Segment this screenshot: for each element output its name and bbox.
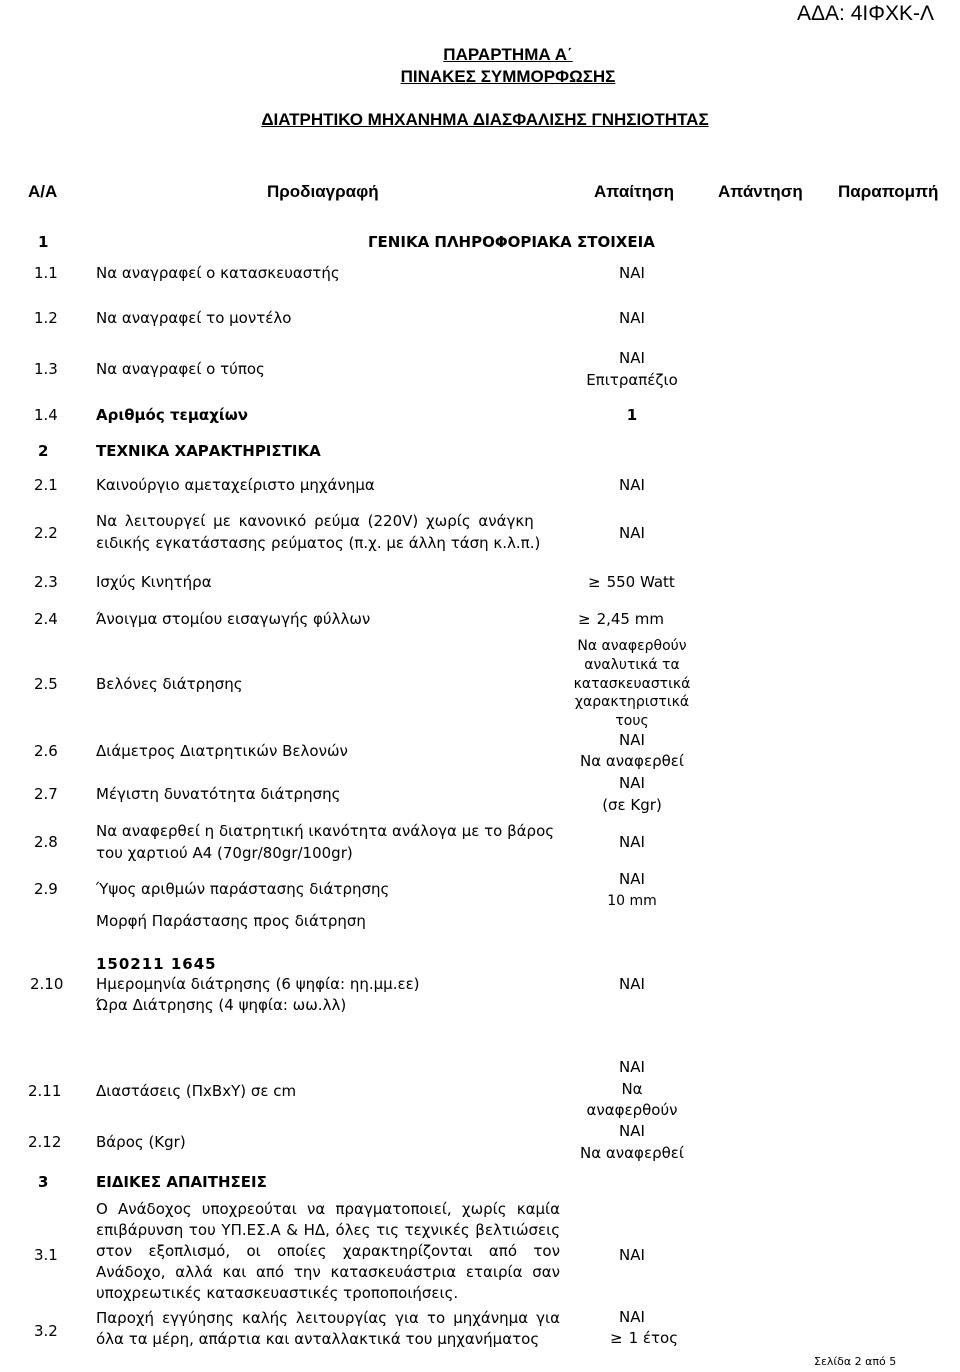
row-number: 2.10 xyxy=(30,975,64,993)
row-requirement-line: τους xyxy=(615,713,649,729)
section-number: 2 xyxy=(38,442,49,460)
row-spec: Ισχύς Κινητήρα xyxy=(96,573,212,591)
row-number: 2.7 xyxy=(34,785,58,803)
section-title: ΓΕΝΙΚΑ ΠΛΗΡΟΦΟΡΙΑΚΑ ΣΤΟΙΧΕΙΑ xyxy=(368,233,655,251)
row-requirement-line: χαρακτηριστικά xyxy=(574,694,690,710)
row-requirement: ΝΑΙ xyxy=(619,731,645,749)
row-requirement-detail xyxy=(610,1329,678,1347)
row-number: 2.12 xyxy=(28,1133,62,1151)
row-number: 2.4 xyxy=(34,610,58,628)
row-requirement xyxy=(588,573,675,591)
row-spec-line: Ώρα Διάτρησης (4 ψηφία: ωω.λλ) xyxy=(96,996,347,1014)
row-number: 2.11 xyxy=(28,1082,62,1100)
row-spec: Καινούργιο αμεταχείριστο μηχάνημα xyxy=(96,476,375,494)
row-spec-continued: ειδικής εγκατάστασης ρεύματος (π.χ. με άλλη τάση κ.λ.π.) xyxy=(96,534,541,552)
requirement-value: 550 Watt xyxy=(606,573,675,591)
col-header-aa: Α/Α xyxy=(28,182,58,201)
row-spec: Βελόνες διάτρησης xyxy=(96,675,243,693)
row-spec: Να αναγραφεί το μοντέλο xyxy=(96,309,292,327)
row-number: 2.9 xyxy=(34,880,58,898)
row-requirement: ΝΑΙ xyxy=(619,1308,645,1326)
row-number: 2.1 xyxy=(34,476,58,494)
row-spec: Διαστάσεις (ΠxΒxΥ) σε cm xyxy=(96,1082,297,1100)
row-requirement: ΝΑΙ xyxy=(619,774,645,792)
row-number: 2.2 xyxy=(34,524,58,542)
row-requirement-detail: Να αναφερθεί xyxy=(580,1144,684,1162)
row-requirement: ΝΑΙ xyxy=(619,1246,645,1264)
col-header-ans: Απάντηση xyxy=(718,182,803,201)
row-spec: Παροχή εγγύησης καλής λειτουργίας για το μηχάνημα για όλα τα μέρη, απάρτια και ανταλλακτικά του μηχανήματος xyxy=(96,1309,560,1348)
annex-subtitle: ΠΙΝΑΚΕΣ ΣΥΜΜΟΡΦΩΣΗΣ xyxy=(400,67,616,86)
row-spec: Να αναγραφεί ο τύπος xyxy=(96,360,265,378)
ada-code: ΑΔΑ: 4ΙΦΧΚ-Λ xyxy=(797,2,935,25)
greater-equal-icon: ≥ xyxy=(610,1329,623,1347)
row-requirement: ΝΑΙ xyxy=(619,349,645,367)
row-requirement-line: αναλυτικά τα xyxy=(584,657,680,673)
row-number: 1.2 xyxy=(34,309,58,327)
row-requirement: ΝΑΙ xyxy=(619,476,645,494)
row-number: 3.2 xyxy=(34,1322,58,1340)
row-spec: Να αναγραφεί ο κατασκευαστής xyxy=(96,264,340,282)
row-number: 2.3 xyxy=(34,573,58,591)
row-requirement-detail: 10 mm xyxy=(607,893,657,909)
section-title: ΕΙΔΙΚΕΣ ΑΠΑΙΤΗΣΕΙΣ xyxy=(96,1173,267,1191)
section-title: ΤΕΧΝΙΚΑ ΧΑΡΑΚΤΗΡΙΣΤΙΚΑ xyxy=(96,442,321,460)
row-requirement-detail: Επιτραπέζιο xyxy=(586,371,678,389)
page-number: Σελίδα 2 από 5 xyxy=(814,1355,897,1368)
row-requirement: Να αναφερθούν xyxy=(577,638,687,654)
sample-punch-format: 150211 1645 xyxy=(96,955,217,973)
row-requirement: ΝΑΙ xyxy=(619,1058,645,1076)
row-number: 2.8 xyxy=(34,833,58,851)
section-number: 1 xyxy=(38,233,49,251)
greater-equal-icon: ≥ xyxy=(578,610,591,628)
row-spec-line: Ημερομηνία διάτρησης (6 ψηφία: ηη.μμ.εε) xyxy=(96,975,420,993)
col-header-spec: Προδιαγραφή xyxy=(267,182,379,201)
row-requirement-detail: αναφερθούν xyxy=(586,1101,678,1119)
row-requirement: ΝΑΙ xyxy=(619,1122,645,1140)
row-number: 2.5 xyxy=(34,675,58,693)
row-requirement: ΝΑΙ xyxy=(619,524,645,542)
row-spec: Βάρος (Kgr) xyxy=(96,1133,186,1151)
row-number: 1.3 xyxy=(34,360,58,378)
row-number: 3.1 xyxy=(34,1246,58,1264)
row-spec: Άνοιγμα στομίου εισαγωγής φύλλων xyxy=(96,610,371,628)
row-requirement: ΝΑΙ xyxy=(619,264,645,282)
row-requirement-detail: (σε Kgr) xyxy=(602,796,662,814)
row-requirement-detail: Να xyxy=(621,1080,643,1098)
greater-equal-icon: ≥ xyxy=(588,573,601,591)
row-requirement: ΝΑΙ xyxy=(619,833,645,851)
row-requirement: ΝΑΙ xyxy=(619,975,645,993)
row-spec: Μέγιστη δυνατότητα διάτρησης xyxy=(96,785,341,803)
row-spec: Διάμετρος Διατρητικών Βελονών xyxy=(96,742,348,760)
row-number: 1.4 xyxy=(34,406,58,424)
row-requirement: 1 xyxy=(626,406,638,424)
row-requirement xyxy=(578,610,664,628)
row-spec: Ύψος αριθμών παράστασης διάτρησης xyxy=(96,880,390,898)
annex-title: ΠΑΡΑΡΤΗΜΑ Α΄ xyxy=(443,45,573,64)
row-spec: Αριθμός τεμαχίων xyxy=(96,406,248,424)
row-spec: Να αναφερθεί η διατρητική ικανότητα ανάλογα με το βάρος xyxy=(96,822,555,840)
row-spec: Να λειτουργεί με κανονικό ρεύμα (220V) χωρίς ανάγκη xyxy=(96,512,534,530)
col-header-ref: Παραπομπή xyxy=(838,182,939,201)
row-requirement-detail: Να αναφερθεί xyxy=(580,752,684,770)
document-heading: ΔΙΑΤΡΗΤΙΚΟ ΜΗΧΑΝΗΜΑ ΔΙΑΣΦΑΛΙΣΗΣ ΓΝΗΣΙΟΤΗΤΑΣ xyxy=(261,110,709,129)
row-requirement: ΝΑΙ xyxy=(619,870,645,888)
requirement-value: 2,45 mm xyxy=(596,610,664,628)
row-spec-continued: του χαρτιού Α4 (70gr/80gr/100gr) xyxy=(96,844,353,862)
row-requirement: ΝΑΙ xyxy=(619,309,645,327)
row-requirement-line: κατασκευαστικά xyxy=(573,676,691,692)
section-number: 3 xyxy=(38,1173,49,1191)
row-number: 1.1 xyxy=(34,264,58,282)
requirement-value: 1 έτος xyxy=(628,1329,679,1347)
row-spec: Ο Ανάδοχος υποχρεούται να πραγματοποιεί, χωρίς καμία επιβάρυνση του ΥΠ.ΕΣ.Α & ΗΔ, όλες τις τεχνικές βελτιώσεις στον εξοπλισμό, οι οποίες χαρακτηρίζονται από τον Ανάδοχο, αλλά και από την κατασκευάστρια εταιρία σαν υποχρεωτικές κατασκευαστικές τροποποιήσεις. xyxy=(96,1200,560,1302)
row-number: 2.6 xyxy=(34,742,58,760)
col-header-req: Απαίτηση xyxy=(594,182,674,201)
row-spec: Μορφή Παράστασης προς διάτρηση xyxy=(96,912,366,930)
